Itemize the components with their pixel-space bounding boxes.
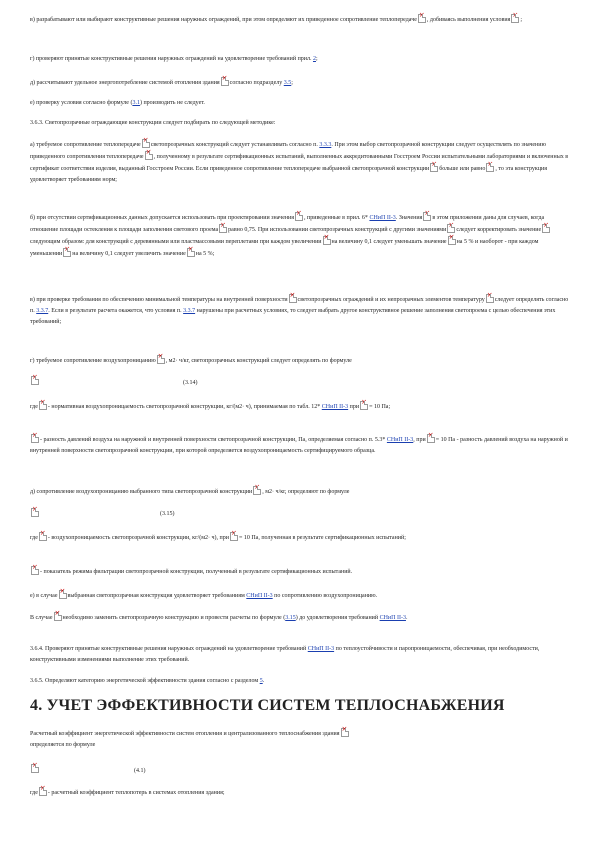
text: ) до удовлетворения требований <box>295 615 380 621</box>
text: где <box>30 790 38 796</box>
text: ; <box>315 56 318 62</box>
section-heading: 4. УЧЕТ ЭФФЕКТИВНОСТИ СИСТЕМ ТЕПЛОСНАБЖЕНИЯ <box>30 697 505 714</box>
broken-image-icon <box>486 163 494 172</box>
text: 3.6.3. Светопрозрачные ограждающие конструкции следует подбирать по следующей методике: <box>30 120 276 126</box>
text: = 10 Па - разность давлений воздуха на наружной и внутренней поверхности светопрозрачной конструкции, при которой определяется воздухопроницаемость сертифицируемого образца. <box>30 437 568 454</box>
text: 3.6.5. Определяют категорию энергетической эффективности здания согласно с разделом <box>30 678 260 684</box>
paragraph-where-1 <box>30 401 570 413</box>
broken-image-icon <box>31 434 39 443</box>
paragraph-e2 <box>30 590 570 602</box>
formula-image-icon <box>31 376 39 385</box>
text: . <box>262 678 265 684</box>
paragraph-e <box>30 98 570 109</box>
text: на величину 0,1 следует уменьшать значение <box>331 239 447 245</box>
text: светопрозрачных ограждений и их непрозрачных элементов температуру <box>297 297 485 303</box>
broken-image-icon <box>323 236 331 245</box>
link-3-5[interactable]: 3.5 <box>283 80 292 86</box>
broken-image-icon <box>221 77 229 86</box>
broken-image-icon <box>31 566 39 575</box>
text: - показатель режима фильтрации светопрозрачной конструкции, полученный в результате сертификационных испытаний. <box>40 569 353 575</box>
text: на величину 0,1 следует увеличить значение <box>72 251 186 257</box>
broken-image-icon <box>486 294 494 303</box>
broken-image-icon <box>430 163 438 172</box>
paragraph-a <box>30 139 570 186</box>
link-snip[interactable]: СНиП II-3 <box>386 437 414 443</box>
broken-image-icon <box>542 224 550 233</box>
text: . При этом выбор светопрозрачной конструкции следует осуществлять по значению приведенного сопротивления теплопередаче <box>30 142 546 160</box>
paragraph-where-2 <box>30 532 570 544</box>
broken-image-icon <box>289 294 297 303</box>
paragraph-where-3 <box>30 787 570 799</box>
text: 3.6.4. Проверяют принятые конструктивные решения наружных ограждений на удовлетворение требований <box>30 646 308 652</box>
broken-image-icon <box>360 401 368 410</box>
paragraph-d2 <box>30 486 570 498</box>
paragraph-v <box>30 14 570 26</box>
broken-image-icon <box>341 728 349 737</box>
text: , м2· ч/кг, светопрозрачных конструкций следует определять по формуле <box>165 358 352 364</box>
broken-image-icon <box>448 236 456 245</box>
text: , полученному в результате сертификационных испытаний, выполненных аккредитованными Госстроем России испытательными лабораториями и включенных в сертификат соответствия изделия, выданный Госстроем России. Если приведенное сопротивление теплопередаче выбранной светопрозрачной конструкции <box>30 154 569 172</box>
paragraph-delta-p <box>30 434 570 457</box>
text: г) требуемое сопротивление воздухопроницанию <box>30 358 156 364</box>
text: а) требуемое сопротивление теплопередаче <box>30 142 141 148</box>
link-snip[interactable]: СНиП II-3 <box>369 215 396 221</box>
text: при <box>348 404 360 410</box>
text: , приведенные в прил. 6* <box>304 215 370 221</box>
link-3-1[interactable]: 3.1 <box>132 100 140 106</box>
broken-image-icon <box>423 212 431 221</box>
text: = 10 Па; <box>369 404 391 410</box>
text: б) при отсутствии сертификационных данных допускается использовать при проектировании значения <box>30 215 295 221</box>
paragraph-n <box>30 566 570 578</box>
text: - разность давлений воздуха на наружной и внутренней поверхности светопрозрачной конструкции, Па, определяемая согласно п. 5.3* <box>40 437 387 443</box>
text: следующим образом: для конструкций с деревянными или пластмассовыми переплетами при каждом увеличении <box>30 239 322 245</box>
text: в) при проверке требования по обеспечению минимальной температуры на внутренней поверхности <box>30 297 288 303</box>
text: следует определять согласно п. <box>30 297 569 314</box>
text: в этом приложении даны для случаев, когда отношение площади остекления к площади заполнения светового проема <box>30 215 545 233</box>
link-3-15[interactable]: 3.15 <box>285 615 296 621</box>
link-snip[interactable]: СНиП II-3 <box>246 593 273 599</box>
text: . Если в результате расчета окажется, что условия п. <box>48 308 184 314</box>
text: г) проверяют принятые конструктивные решения наружных ограждений на удовлетворение требований прил. <box>30 56 313 62</box>
paragraph-g <box>30 54 570 65</box>
text: по сопротивлению воздухопроницанию. <box>272 593 378 599</box>
text: , то эта конструкция удовлетворяет требованиям норм; <box>30 166 548 183</box>
text: , м2· ч/кг, определяют по формуле <box>262 489 350 495</box>
paragraph-in-case <box>30 612 570 624</box>
text: Расчетный коэффициент энергетической эффективности систем отопления и централизованного теплоснабжения здания <box>30 731 340 737</box>
link-snip[interactable]: СНиП II-3 <box>379 615 406 621</box>
broken-image-icon <box>253 486 261 495</box>
paragraph-b <box>30 212 570 260</box>
text: определяется по формуле <box>30 742 96 748</box>
text: . <box>405 615 408 621</box>
text: выбранная светопрозрачная конструкция удовлетворяет требованиям <box>67 593 247 599</box>
broken-image-icon <box>511 14 519 23</box>
text: где <box>30 535 38 541</box>
paragraph-coefficient <box>30 728 570 751</box>
broken-image-icon <box>157 355 165 364</box>
paragraph-g2 <box>30 355 570 367</box>
text: д) сопротивление воздухопроницанию выбранного типа светопрозрачной конструкции <box>30 489 253 495</box>
text: по теплоустойчивости и паропроницаемости, обеспечивая, при необходимости, конструктивными изменениями выполнение этих требований. <box>30 646 540 663</box>
formula-image-icon <box>31 764 39 773</box>
paragraph-v2 <box>30 294 570 328</box>
text: , при <box>413 437 426 443</box>
broken-image-icon <box>295 212 303 221</box>
broken-image-icon <box>145 151 153 160</box>
text: - воздухопроницаемость светопрозрачной конструкции, кг/(м2· ч), при <box>47 535 229 541</box>
text: - нормативная воздухопроницаемость светопрозрачной конструкции, кг/(м2· ч), принимаемая по табл. 12* <box>47 404 322 410</box>
formula-number: (3.14) <box>183 380 198 386</box>
text: = 10 Па, полученная в результате сертификационных испытаний; <box>238 535 406 541</box>
link-3-3-7[interactable]: 3.3.7 <box>36 308 49 314</box>
text: ; <box>520 17 522 23</box>
text: , добиваясь выполнения условия <box>426 17 511 23</box>
formula-number: (4.1) <box>134 768 146 774</box>
broken-image-icon <box>59 590 67 599</box>
text: на 5 % и наоборот - при каждом уменьшении <box>30 239 539 257</box>
paragraph-3-6-3 <box>30 118 570 129</box>
text: нарушены при расчетных условиях, то следует выбрать другое конструктивное решение заполнения светопроема с целью обеспечения этих требований; <box>30 308 556 325</box>
broken-image-icon <box>427 434 435 443</box>
text: светопрозрачных конструкций следует устанавливать согласно п. <box>150 142 320 148</box>
paragraph-d <box>30 77 570 89</box>
broken-image-icon <box>39 787 47 796</box>
broken-image-icon <box>447 224 455 233</box>
text: необходимо заменить светопрозрачную конструкцию и провести расчеты по формуле ( <box>62 615 286 621</box>
text: е) в случае <box>30 593 58 599</box>
link-snip[interactable]: СНиП II-3 <box>321 404 349 410</box>
broken-image-icon <box>418 14 426 23</box>
text: ; <box>291 80 293 86</box>
paragraph-3-6-5 <box>30 676 570 687</box>
text: больше или равно <box>439 166 486 172</box>
link-snip[interactable]: СНиП II-3 <box>307 646 335 652</box>
text: согласно подразделу <box>229 80 284 86</box>
broken-image-icon <box>39 532 47 541</box>
formula-number: (3.15) <box>160 511 175 517</box>
broken-image-icon <box>219 224 227 233</box>
text: е) проверку условия согласно формуле ( <box>30 100 133 106</box>
broken-image-icon <box>187 248 195 257</box>
link-3-3-3[interactable]: 3.3.3 <box>319 142 332 148</box>
broken-image-icon <box>39 401 47 410</box>
text: в) разрабатывают или выбирают конструктивные решения наружных ограждений, при этом определяют их приведенное сопротивление теплопередаче <box>30 17 417 23</box>
text: где <box>30 404 38 410</box>
link-appendix-2[interactable]: 2 <box>312 56 316 62</box>
text: В случае <box>30 615 53 621</box>
text: равно 0,75. При использовании светопрозрачных конструкций с другими значениями <box>228 227 447 233</box>
text: ) производить не следует. <box>139 100 205 106</box>
text: - расчетный коэффициент теплопотерь в системах отопления здания; <box>47 790 225 796</box>
broken-image-icon <box>54 612 62 621</box>
broken-image-icon <box>230 532 238 541</box>
text: на 5 %; <box>195 251 215 257</box>
broken-image-icon <box>63 248 71 257</box>
paragraph-3-6-4 <box>30 644 570 666</box>
text: следует корректировать значение <box>456 227 542 233</box>
link-3-3-7[interactable]: 3.3.7 <box>183 308 196 314</box>
broken-image-icon <box>142 139 150 148</box>
link-section-5[interactable]: 5 <box>259 678 263 684</box>
formula-image-icon <box>31 508 39 517</box>
text: д) рассчитывают удельное энергопотребление системой отопления здания <box>30 80 220 86</box>
text: . Значения <box>395 215 423 221</box>
